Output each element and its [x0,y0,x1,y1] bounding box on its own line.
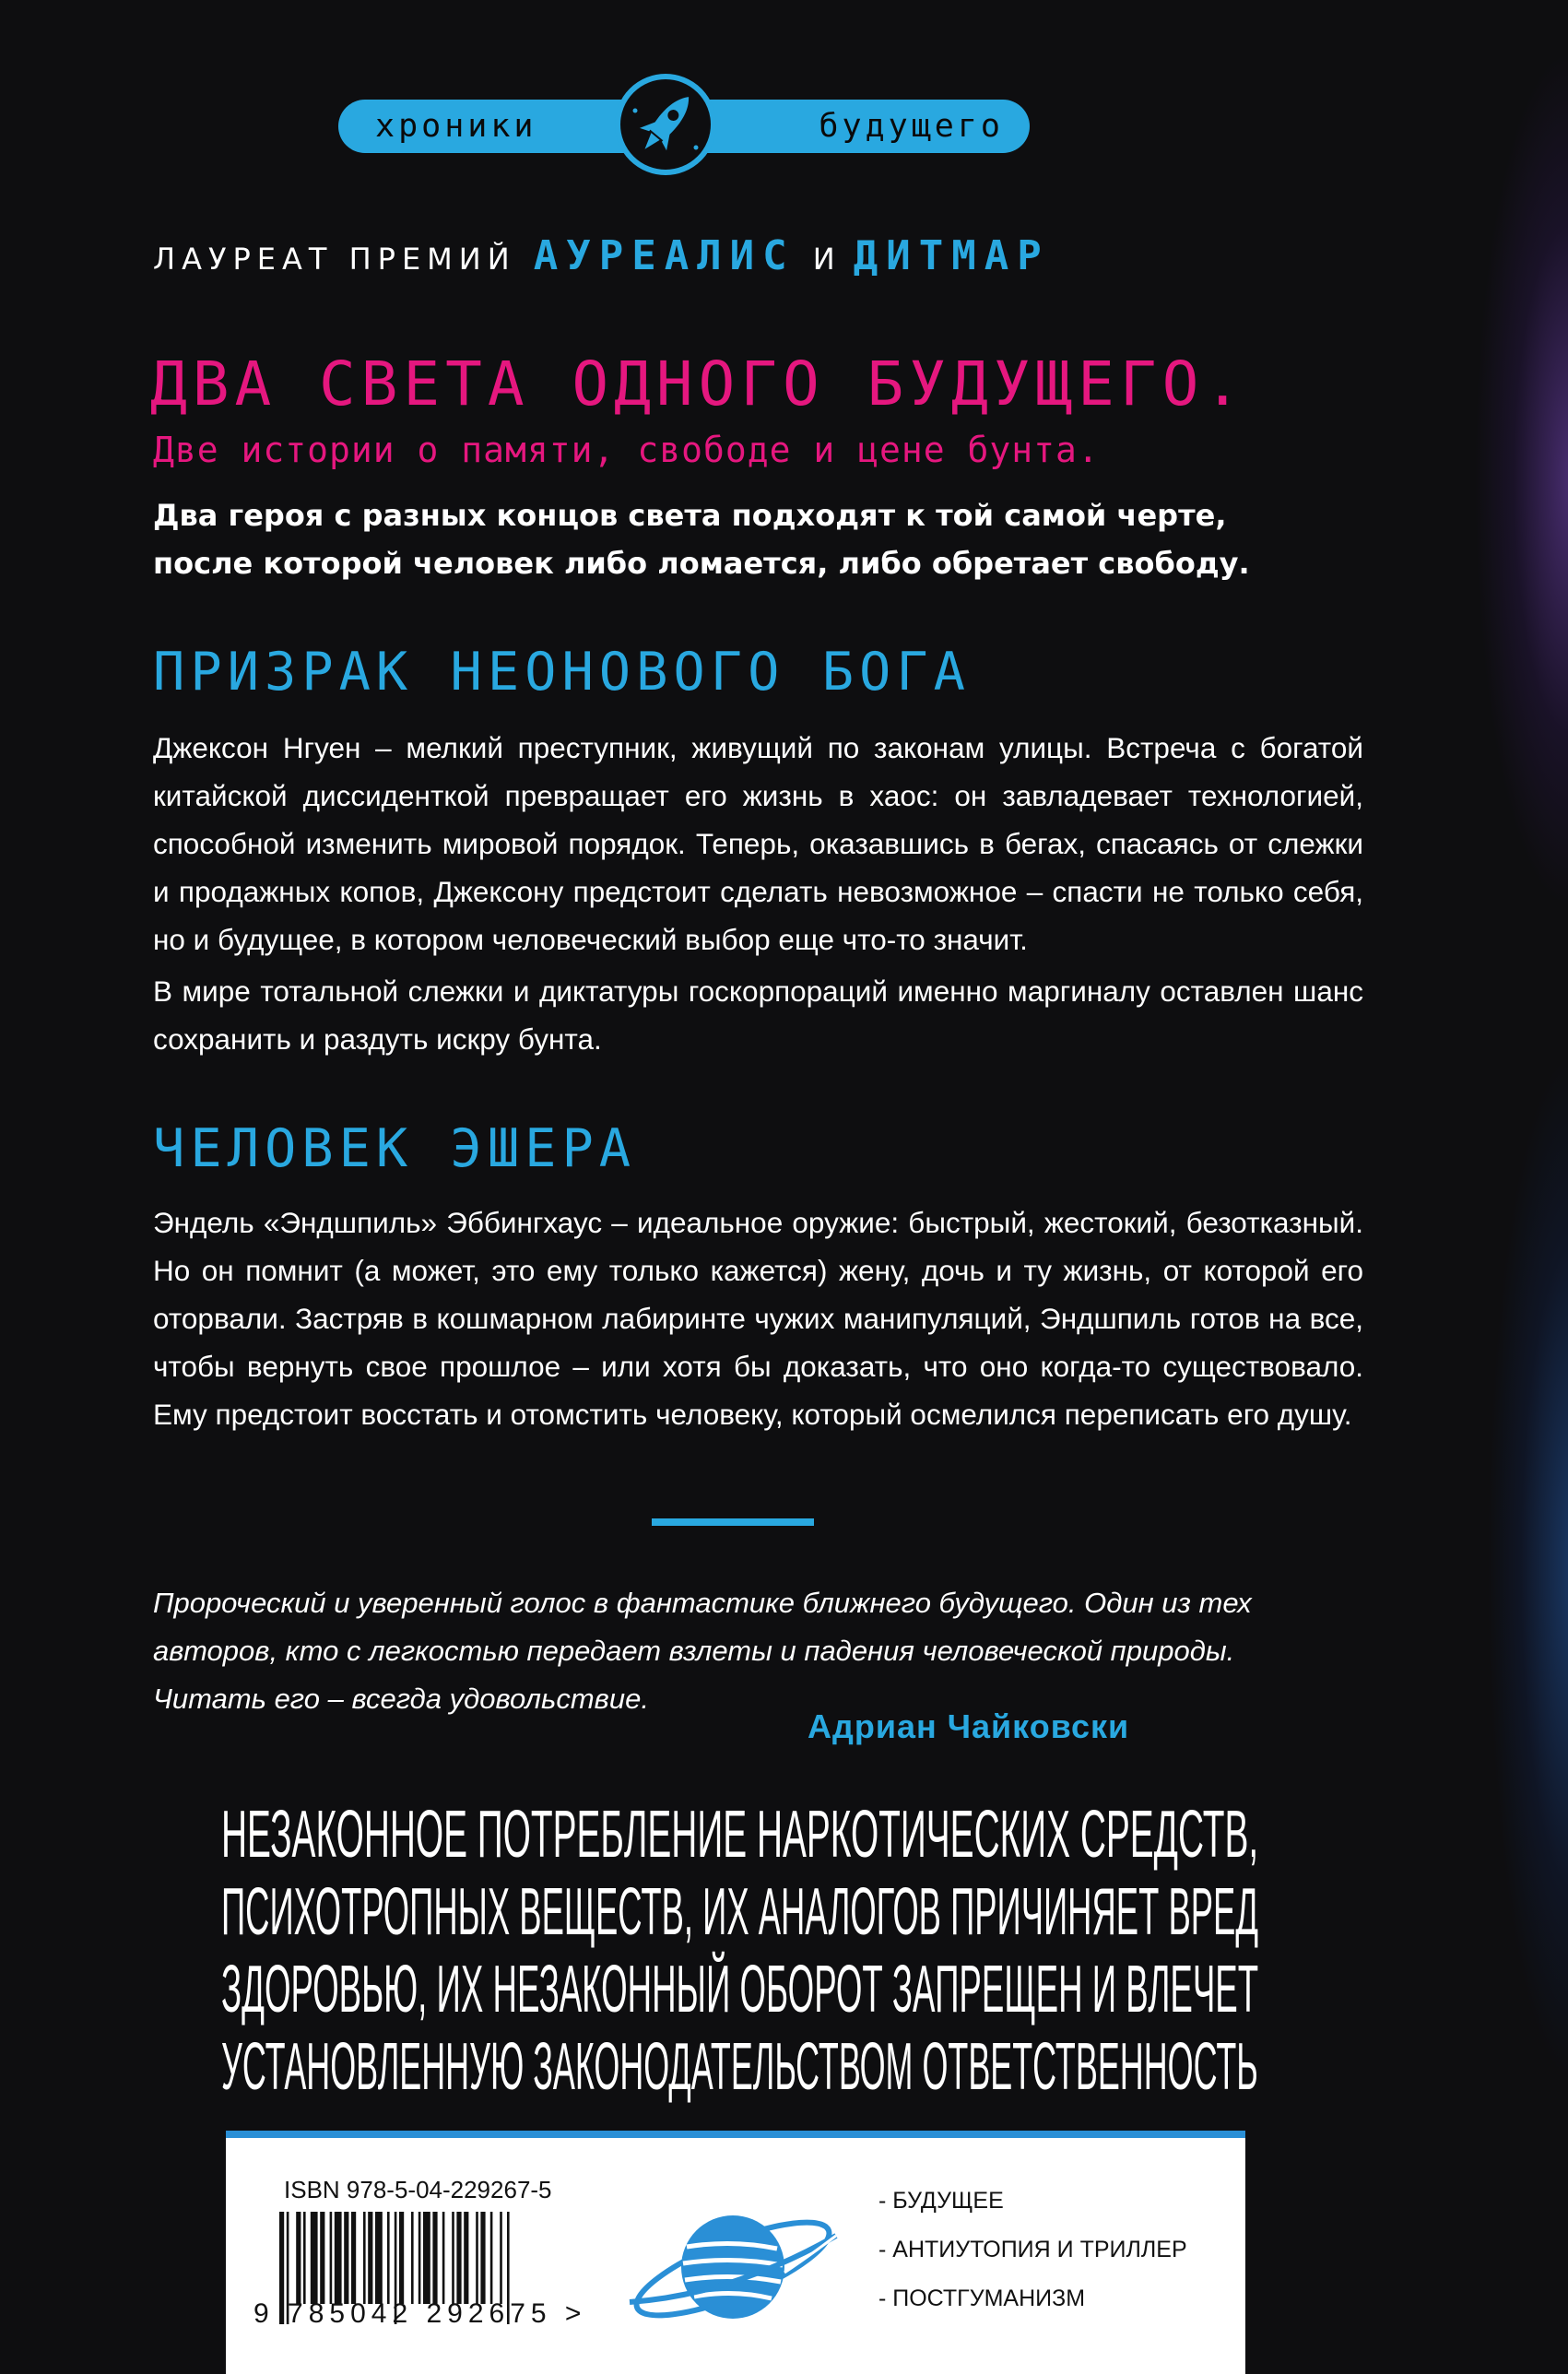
barcode-bar [296,2212,301,2304]
rocket-icon [615,74,716,175]
barcode-bar [423,2212,430,2304]
headline-title: ДВА СВЕТА ОДНОГО БУДУЩЕГО. [150,348,1247,419]
barcode-bar [411,2212,414,2304]
review-quote [153,1579,1315,1723]
section-neon-god-paragraph-2: В мире тотальной слежки и диктатуры госкорпораций именно маргиналу оставлен шанс сохранить и раздуть искру бунта. [153,974,1363,1056]
series-badge [338,74,1030,175]
series-label-right: будущего [819,108,1004,145]
barcode-bar [442,2212,445,2304]
info-panel [226,2131,1245,2374]
legal-warning [221,1796,1258,2106]
genre-list [878,2177,1187,2323]
barcode-bar [335,2212,342,2304]
award-aurealis: АУРЕАЛИС [533,232,796,279]
barcode-bar [476,2212,478,2304]
award-line [153,229,1050,284]
genre-item: - АНТИУТОПИЯ И ТРИЛЛЕР [878,2237,1187,2262]
planet-logo-icon [622,2184,843,2350]
award-ditmar: ДИТМАР [853,232,1050,279]
barcode-bar [303,2212,306,2304]
barcode-bar [419,2212,421,2304]
section-heading-neon-god: ПРИЗРАК НЕОНОВОГО БОГА [153,642,971,703]
barcode-bar [456,2212,461,2304]
quote-author: Адриан Чайковски [808,1707,1130,1745]
barcode-bar [387,2212,390,2304]
isbn-text: ISBN 978-5-04-229267-5 [284,2176,552,2203]
barcode-bar [399,2212,404,2304]
section-escher-man-paragraph: Эндель «Эндшпиль» Эббингхаус – идеальное оружие: быстрый, жестокий, безотказный. Но он помнит (а может, это ему только кажется) жену, дочь и ту жизнь, от которой его оторвали. Застряв в кошмарном лабиринте чужих манипуляций, Эндшпиль готов на все, чтобы вернуть свое прошлое – или хотя бы доказать, что оно когда-то существовало. Ему предстоит восстать и отомстить человеку, который осмелился переписать его душу. [153,1206,1363,1431]
barcode-bar [480,2212,485,2304]
divider [652,1518,814,1526]
award-and: И [812,242,842,277]
section-neon-god-paragraph-1: Джексон Нгуен – мелкий преступник, живущий по законам улицы. Встреча с богатой китайской диссиденткой превращает его жизнь в хаос: он завладевает технологией, способной изменить мировой порядок. Теперь, оказавшись в бегах, спасаясь от слежки и продажных копов, Джексону предстоит сделать невозможное – спасти не только себя, но и будущее, в котором человеческий выбор еще что-то значит. [153,731,1363,956]
barcode-bar [363,2212,366,2304]
barcode-bar [330,2212,333,2304]
barcode-bar [320,2212,324,2304]
warning-line: УСТАНОВЛЕННУЮ ЗАКОНОДАТЕЛЬСТВОМ ОТВЕТСТВЕННОСТЬ [221,2030,1258,2104]
intro-line: Два героя с разных концов света подходят к той самой черте, [153,498,1227,533]
barcode-number: 9 785042 292675 > [253,2298,587,2329]
barcode-bar [344,2212,348,2304]
barcode-bar [311,2212,318,2304]
barcode-bar [464,2212,468,2304]
intro-line: после которой человек либо ломается, либо обретает свободу. [153,546,1250,581]
quote-line: Читать его – всегда удовольствие. [153,1683,649,1715]
intro-text [153,491,1250,587]
quote-line: Пророческий и уверенный голос в фантастике ближнего будущего. Один из тех [153,1587,1252,1619]
barcode-bar [368,2212,372,2304]
barcode-bar [351,2212,356,2304]
barcode-bar [375,2212,383,2304]
section-heading-escher-man: ЧЕЛОВЕК ЭШЕРА [153,1118,637,1179]
barcode-bar [432,2212,437,2304]
warning-line: ЗДОРОВЬЮ, ИХ НЕЗАКОННЫЙ ОБОРОТ ЗАПРЕЩЕН И ВЛЕЧЕТ [221,1953,1259,2026]
barcode-bar [500,2212,502,2304]
warning-line: НЕЗАКОННОЕ ПОТРЕБЛЕНИЕ НАРКОТИЧЕСКИХ СРЕДСТВ, [221,1798,1259,1872]
headline-subtitle: Две истории о памяти, свободе и цене бунта. [153,430,1100,470]
barcode-bar [452,2212,454,2304]
award-prefix: ЛАУРЕАТ ПРЕМИЙ [153,242,516,277]
genre-item: - БУДУЩЕЕ [878,2188,1004,2214]
warning-line: ПСИХОТРОПНЫХ ВЕЩЕСТВ, ИХ АНАЛОГОВ ПРИЧИНЯЕТ ВРЕД [221,1875,1258,1949]
genre-item: - ПОСТГУМАНИЗМ [878,2285,1086,2311]
series-label-left: хроники [375,108,537,145]
quote-line: авторов, кто с легкостью передает взлеты и падения человеческой природы. [153,1635,1235,1667]
barcode-bar [490,2212,493,2304]
